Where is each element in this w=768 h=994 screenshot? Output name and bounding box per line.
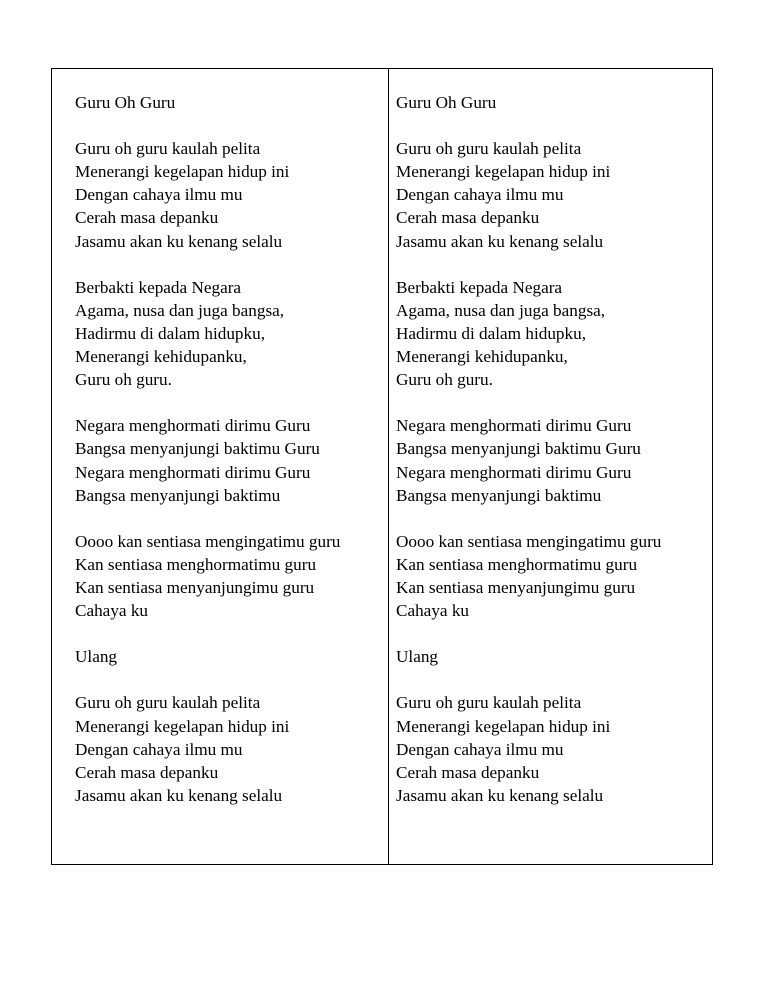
lyric-line: Menerangi kehidupanku, — [396, 347, 568, 367]
lyric-line: Kan sentiasa menyanjungimu guru — [75, 577, 315, 597]
lyric-line: Jasamu akan ku kenang selalu — [396, 785, 604, 805]
stanza-container — [75, 137, 388, 807]
lyric-line: Bangsa menyanjungi baktimu Guru — [75, 439, 320, 459]
lyric-line: Guru oh guru kaulah pelita — [75, 139, 261, 159]
lyric-line: Cerah masa depanku — [75, 208, 219, 228]
lyric-line: Kan sentiasa menghormatimu guru — [75, 554, 317, 574]
lyric-line: Bangsa menyanjungi baktimu — [396, 485, 602, 505]
lyric-line: Bangsa menyanjungi baktimu — [75, 485, 281, 505]
lyric-line: Cahaya ku — [75, 601, 149, 621]
stanza — [396, 691, 712, 806]
lyric-line: Cerah masa depanku — [396, 208, 540, 228]
stanza-container — [396, 137, 712, 807]
lyric-line: Berbakti kepada Negara — [396, 277, 563, 297]
stanza — [396, 645, 712, 668]
lyric-line: Negara menghormati dirimu Guru — [75, 416, 311, 436]
stanza — [75, 276, 388, 391]
song-title: Guru Oh Guru — [75, 93, 176, 112]
lyric-line: Berbakti kepada Negara — [75, 277, 242, 297]
lyric-line: Cahaya ku — [396, 601, 470, 621]
lyric-line: Ulang — [396, 647, 439, 667]
lyric-line: Menerangi kegelapan hidup ini — [75, 716, 290, 736]
stanza — [75, 414, 388, 506]
lyric-line: Bangsa menyanjungi baktimu Guru — [396, 439, 641, 459]
lyric-line: Dengan cahaya ilmu mu — [396, 739, 564, 759]
lyrics-table — [51, 68, 713, 865]
lyric-line: Guru oh guru. — [396, 370, 493, 390]
lyric-line: Negara menghormati dirimu Guru — [396, 462, 632, 482]
lyric-line: Dengan cahaya ilmu mu — [75, 739, 243, 759]
stanza — [75, 530, 388, 622]
lyric-line: Negara menghormati dirimu Guru — [75, 462, 311, 482]
lyric-line: Jasamu akan ku kenang selalu — [75, 231, 283, 251]
lyrics-column-right — [389, 69, 712, 864]
lyric-line: Agama, nusa dan juga bangsa, — [75, 300, 285, 320]
song-title: Guru Oh Guru — [396, 93, 497, 112]
lyric-line: Hadirmu di dalam hidupku, — [396, 323, 586, 343]
lyric-line: Oooo kan sentiasa mengingatimu guru — [75, 531, 341, 551]
lyric-line: Jasamu akan ku kenang selalu — [396, 231, 604, 251]
lyric-line: Cerah masa depanku — [396, 762, 540, 782]
stanza — [75, 691, 388, 806]
lyric-line: Oooo kan sentiasa mengingatimu guru — [396, 531, 662, 551]
lyric-line: Menerangi kegelapan hidup ini — [75, 162, 290, 182]
lyric-line: Menerangi kegelapan hidup ini — [396, 716, 611, 736]
lyric-line: Agama, nusa dan juga bangsa, — [396, 300, 606, 320]
stanza — [396, 414, 712, 506]
lyric-line: Dengan cahaya ilmu mu — [75, 185, 243, 205]
lyrics-column-left — [52, 69, 389, 864]
lyric-line: Menerangi kehidupanku, — [75, 347, 247, 367]
lyric-line: Dengan cahaya ilmu mu — [396, 185, 564, 205]
lyric-line: Guru oh guru kaulah pelita — [396, 693, 582, 713]
stanza — [396, 276, 712, 391]
stanza — [396, 137, 712, 252]
lyric-line: Cerah masa depanku — [75, 762, 219, 782]
stanza — [75, 137, 388, 252]
lyric-line: Kan sentiasa menyanjungimu guru — [396, 577, 636, 597]
stanza — [75, 645, 388, 668]
lyric-line: Guru oh guru kaulah pelita — [396, 139, 582, 159]
lyric-line: Hadirmu di dalam hidupku, — [75, 323, 265, 343]
lyric-line: Negara menghormati dirimu Guru — [396, 416, 632, 436]
lyric-line: Guru oh guru kaulah pelita — [75, 693, 261, 713]
lyric-line: Kan sentiasa menghormatimu guru — [396, 554, 638, 574]
lyric-line: Jasamu akan ku kenang selalu — [75, 785, 283, 805]
lyric-line: Ulang — [75, 647, 118, 667]
lyric-line: Menerangi kegelapan hidup ini — [396, 162, 611, 182]
stanza — [396, 530, 712, 622]
lyric-line: Guru oh guru. — [75, 370, 172, 390]
